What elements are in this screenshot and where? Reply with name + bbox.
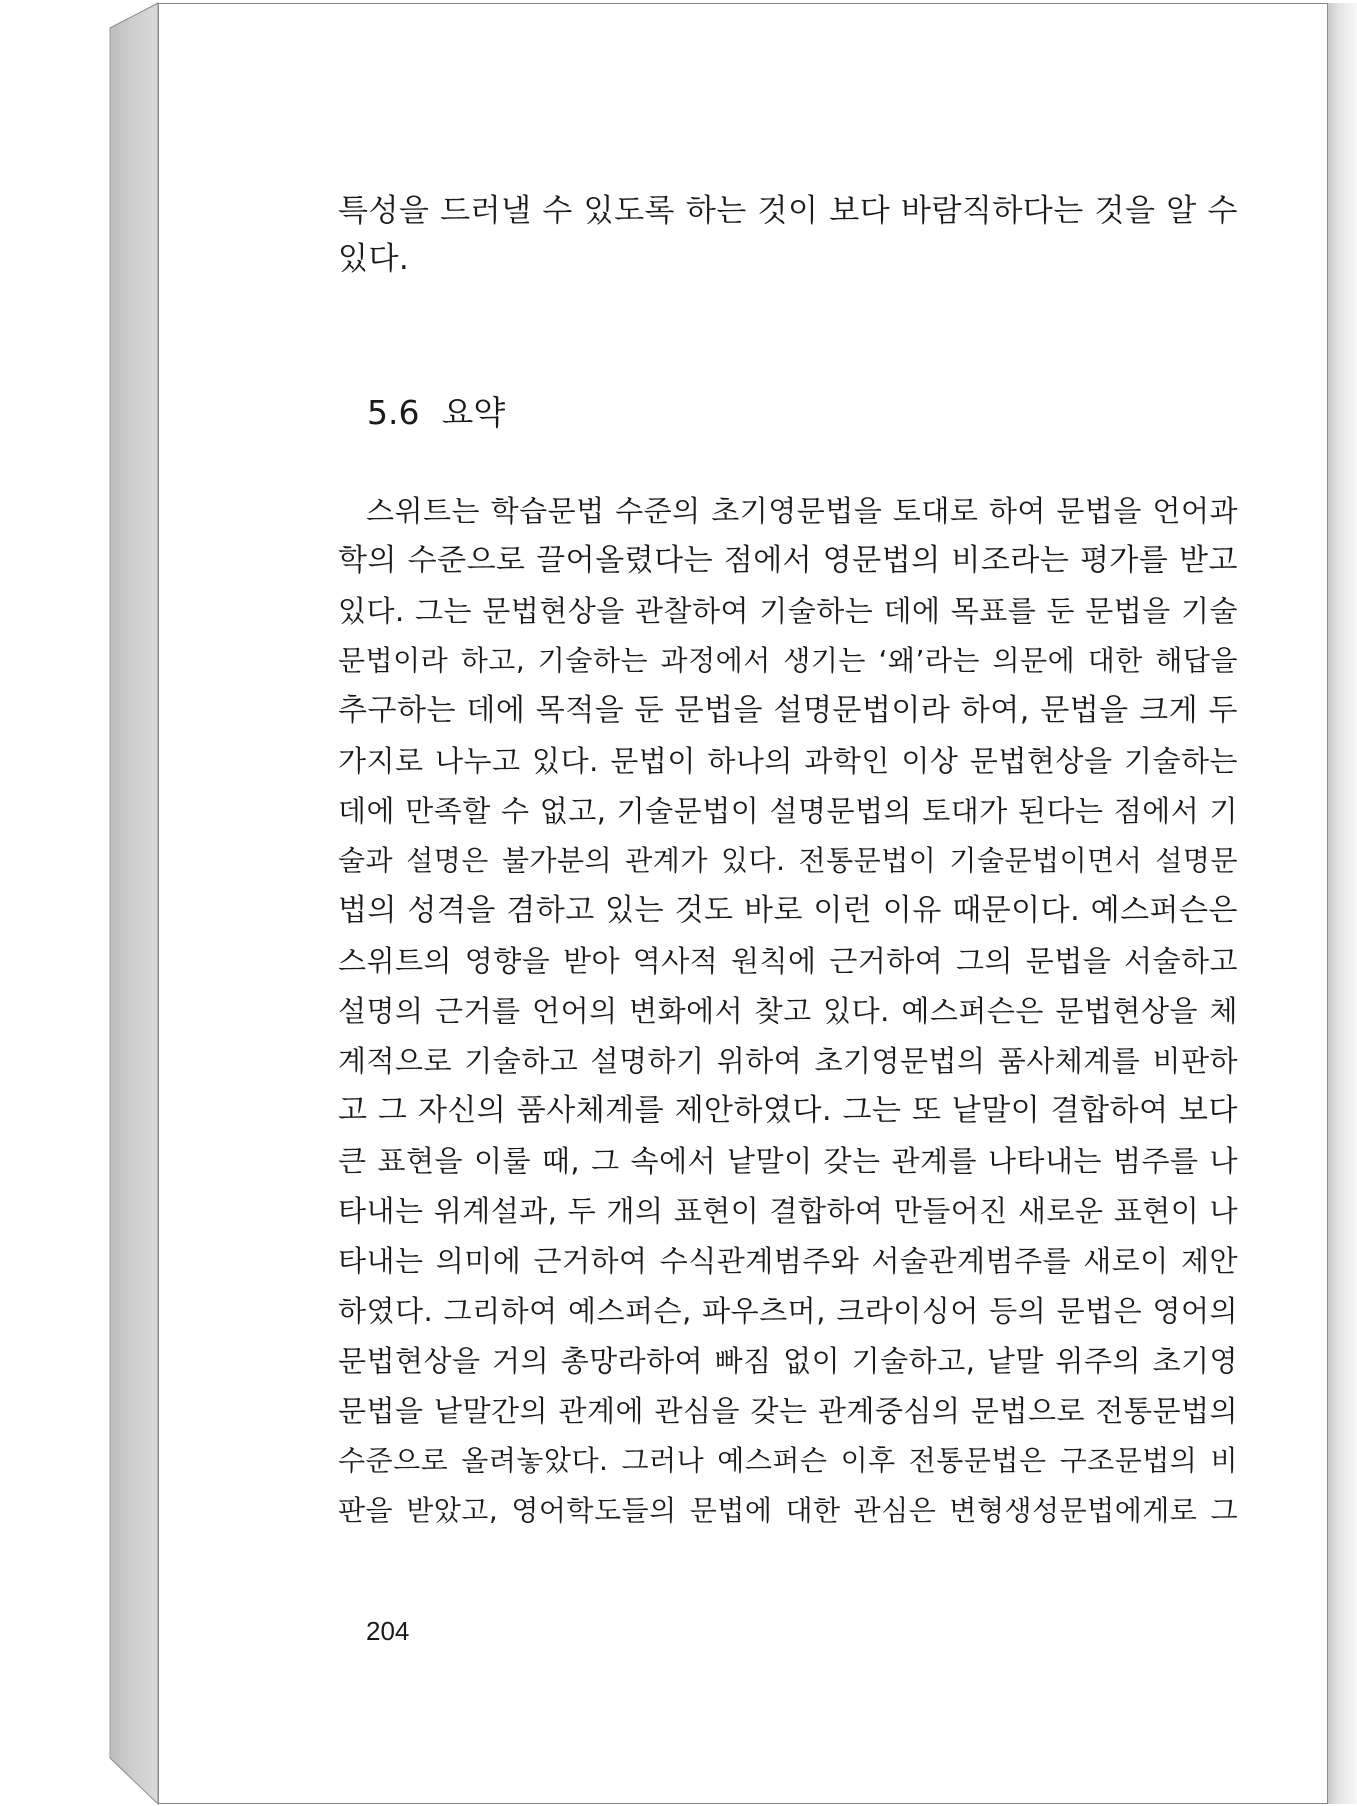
paragraph-line: 수준으로 올려놓았다. 그러나 예스퍼슨 이후 전통문법은 구조문법의 비 — [338, 1444, 1238, 1477]
section-heading — [367, 392, 505, 434]
paragraph-line: 가지로 나누고 있다. 문법이 하나의 과학인 이상 문법현상을 기술하는 — [338, 744, 1238, 778]
paragraph-line: 법의 성격을 겸하고 있는 것도 바로 이런 이유 때문이다. 예스퍼슨은 — [338, 893, 1238, 928]
carryover-line-2: 있다. — [338, 241, 410, 277]
paragraph-line: 문법을 낱말간의 관계에 관심을 갖는 관계중심의 문법으로 전통문법의 — [338, 1394, 1238, 1428]
paragraph-line: 타내는 위계설과, 두 개의 표현이 결합하여 만들어진 새로운 표현이 나 — [338, 1194, 1238, 1228]
page-number: 204 — [366, 1616, 410, 1646]
paragraph-line: 타내는 의미에 근거하여 수식관계범주와 서술관계범주를 새로이 제안 — [338, 1244, 1238, 1278]
paragraph-line: 있다. 그는 문법현상을 관찰하여 기술하는 데에 목표를 둔 문법을 기술 — [338, 594, 1238, 628]
paragraph-line: 추구하는 데에 목적을 둔 문법을 설명문법이라 하여, 문법을 크게 두 — [338, 693, 1238, 728]
section-title: 요약 — [441, 393, 506, 432]
paragraph-line: 하였다. 그리하여 예스퍼슨, 파우츠머, 크라이싱어 등의 문법은 영어의 — [338, 1294, 1238, 1328]
page-edge-shadow — [1328, 3, 1357, 1804]
paragraph-line: 고 그 자신의 품사체계를 제안하였다. 그는 또 낱말이 결합하여 보다 — [338, 1093, 1238, 1128]
carryover-line-1: 특성을 드러낼 수 있도록 하는 것이 보다 바람직하다는 것을 알 수 — [338, 193, 1238, 229]
paragraph-line: 학의 수준으로 끌어올렸다는 점에서 영문법의 비조라는 평가를 받고 — [338, 543, 1238, 578]
paragraph-line: 데에 만족할 수 없고, 기술문법이 설명문법의 토대가 된다는 점에서 기 — [338, 794, 1238, 828]
paragraph-line: 계적으로 기술하고 설명하기 위하여 초기영문법의 품사체계를 비판하 — [338, 1044, 1238, 1078]
paragraph-line: 문법현상을 거의 총망라하여 빠짐 없이 기술하고, 낱말 위주의 초기영 — [338, 1344, 1238, 1378]
paragraph-line: 스위트의 영향을 받아 역사적 원칙에 근거하여 그의 문법을 서술하고 — [338, 944, 1238, 978]
book-spine — [0, 0, 170, 1806]
paragraph-line: 큰 표현을 이룰 때, 그 속에서 낱말이 갖는 관계를 나타내는 범주를 나 — [338, 1144, 1238, 1178]
paragraph-line: 술과 설명은 불가분의 관계가 있다. 전통문법이 기술문법이면서 설명문 — [338, 844, 1238, 877]
paragraph-line: 문법이라 하고, 기술하는 과정에서 생기는 ‘왜’라는 의문에 대한 해답을 — [338, 644, 1238, 677]
section-number: 5.6 — [367, 393, 420, 432]
paragraph-line: 판을 받았고, 영어학도들의 문법에 대한 관심은 변형생성문법에게로 그 — [338, 1494, 1238, 1527]
paragraph-line: 설명의 근거를 언어의 변화에서 찾고 있다. 예스퍼슨은 문법현상을 체 — [338, 994, 1238, 1028]
paragraph-line: 스위트는 학습문법 수준의 초기영문법을 토대로 하여 문법을 언어과 — [366, 494, 1238, 528]
